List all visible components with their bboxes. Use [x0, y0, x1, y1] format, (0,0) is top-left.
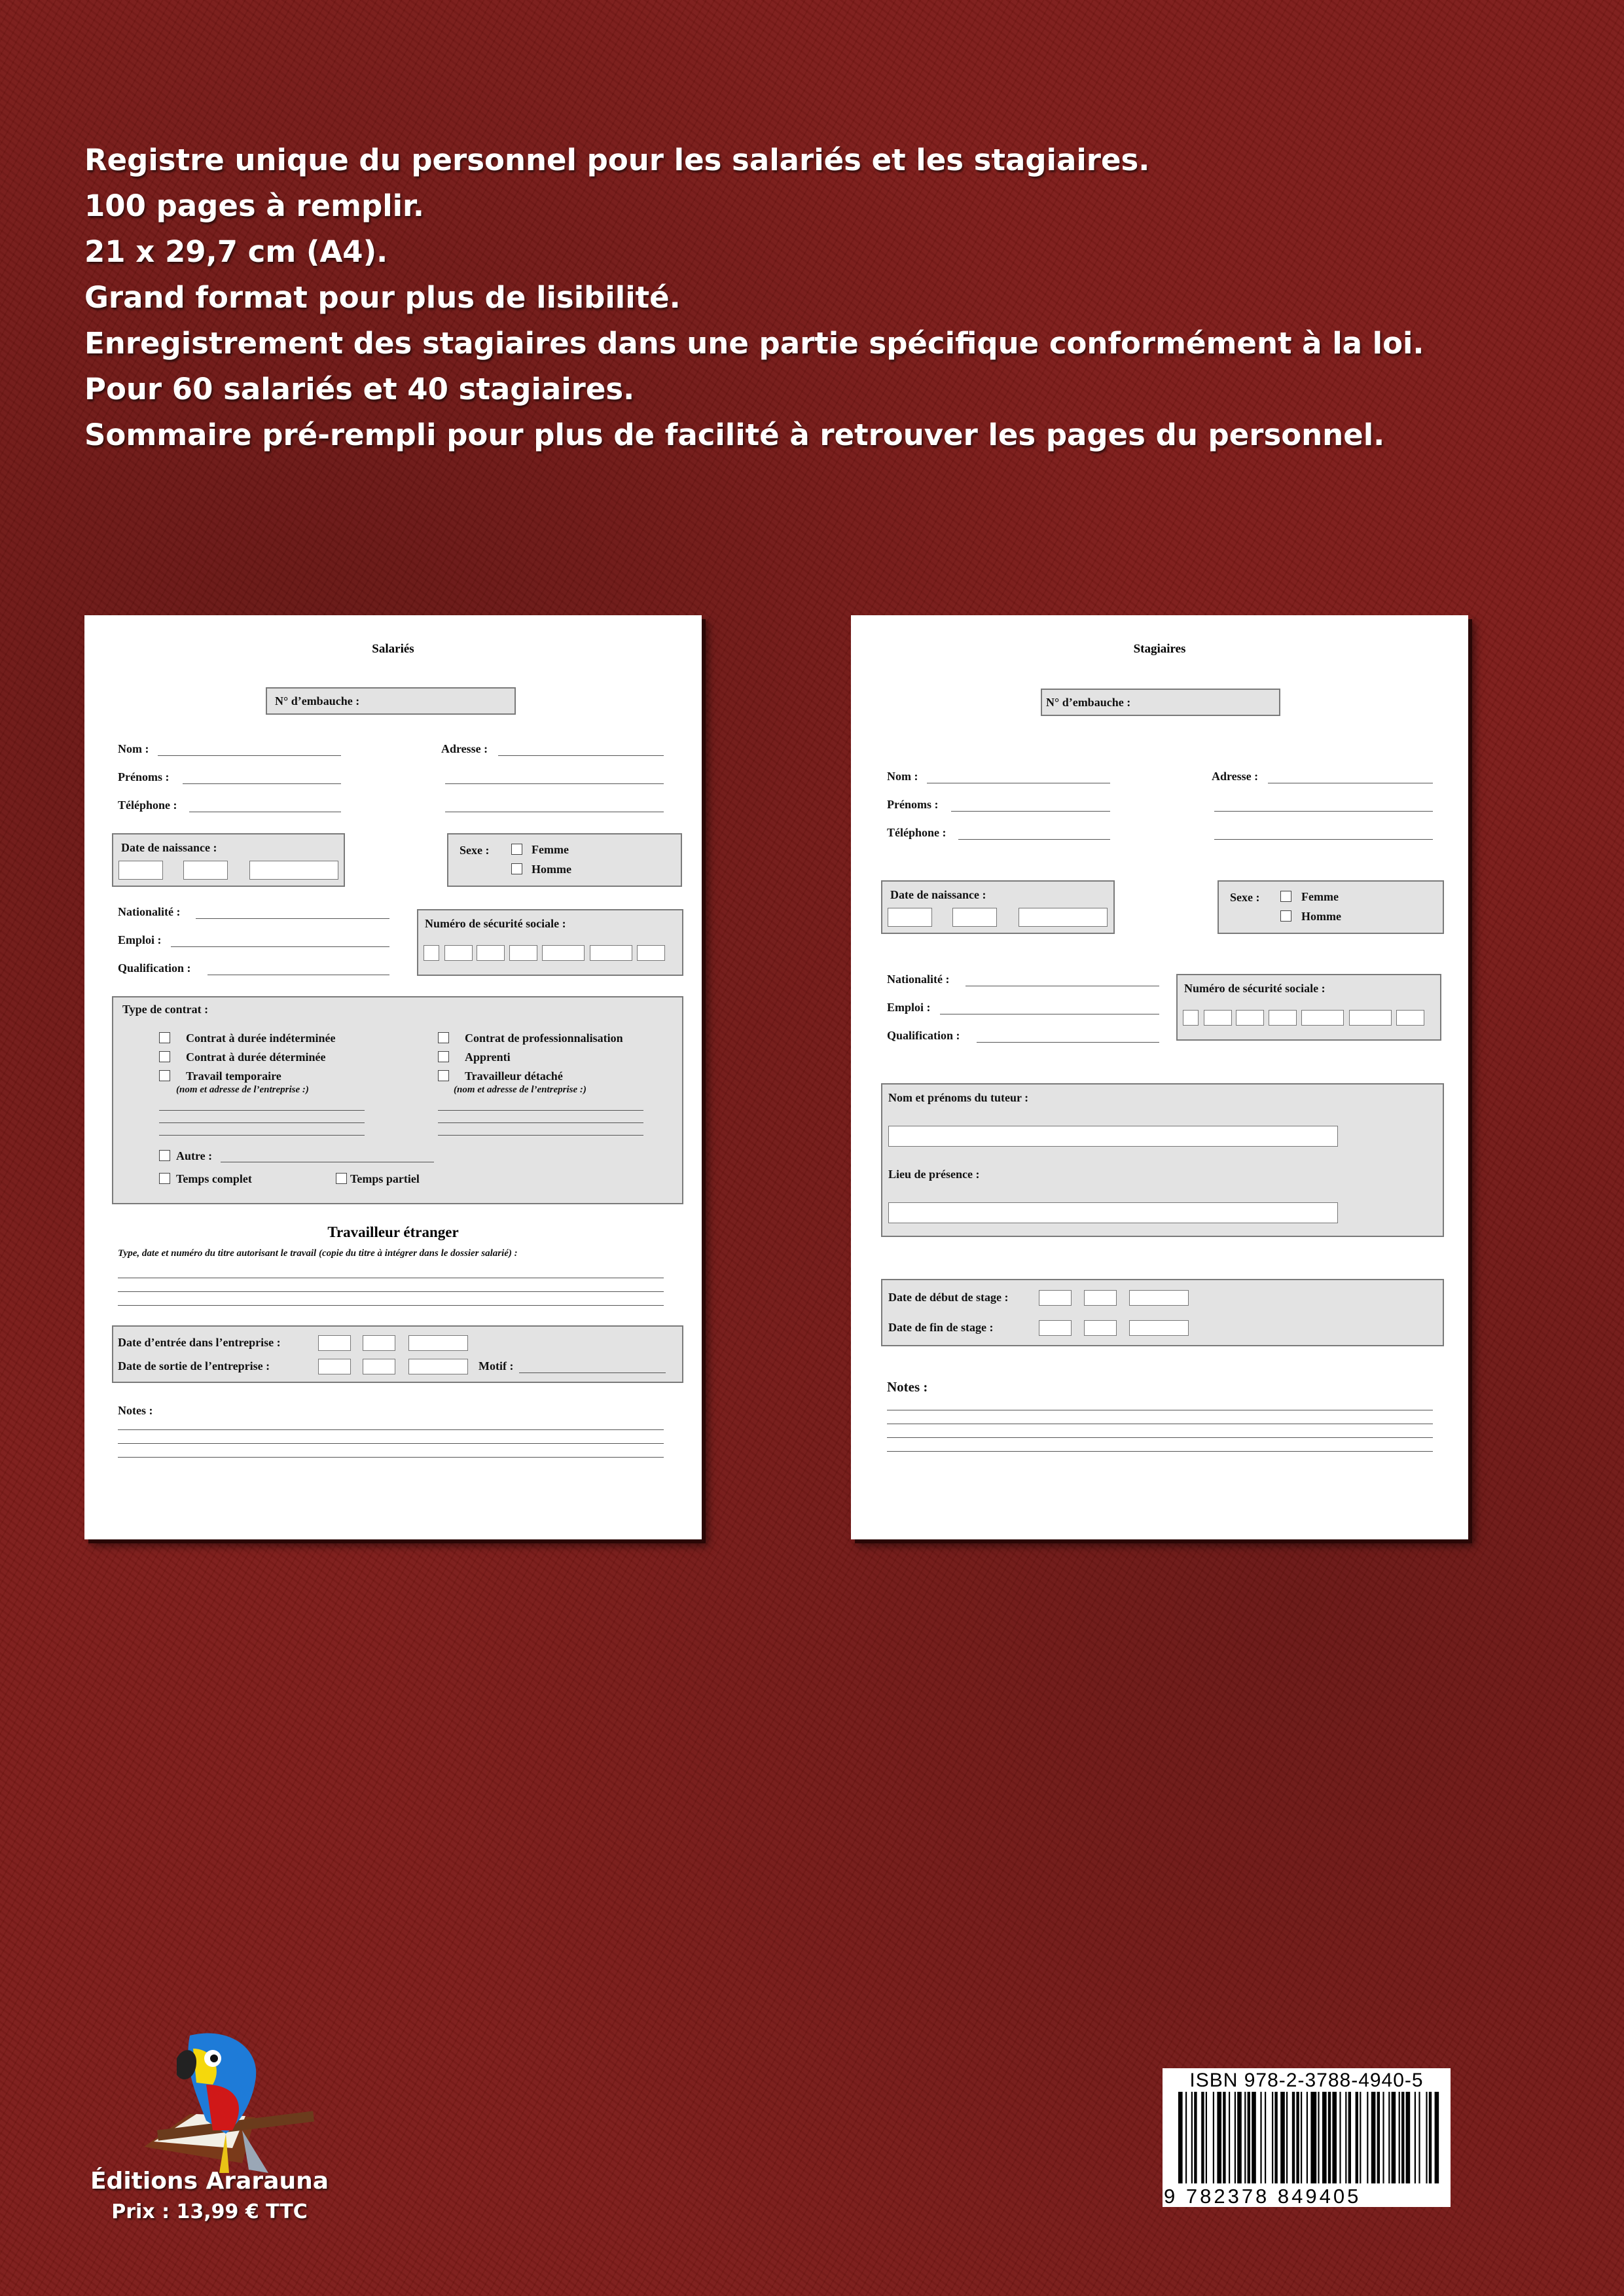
form-title: Stagiaires [1133, 642, 1186, 656]
barcode-bar [1345, 2092, 1346, 2183]
barcode-bar [1307, 2092, 1308, 2183]
secu-field[interactable] [424, 945, 439, 961]
emploi-line [171, 946, 389, 947]
barcode-bar [1201, 2092, 1204, 2183]
secu-field[interactable] [590, 945, 632, 961]
year-field[interactable] [1019, 908, 1108, 927]
secu-field[interactable] [1204, 1010, 1232, 1026]
femme-label: Femme [532, 843, 569, 856]
secu-box [417, 909, 683, 976]
barcode-bar [1191, 2092, 1193, 2183]
debut-year-field[interactable] [1129, 1290, 1189, 1306]
entreprise-line [438, 1135, 643, 1136]
nationalite-label: Nationalité : [118, 905, 181, 918]
fin-year-field[interactable] [1129, 1320, 1189, 1336]
entreprise-line [159, 1122, 365, 1123]
barcode-bar [1235, 2092, 1236, 2183]
barcode-bar [1322, 2092, 1327, 2183]
blurb-line: Registre unique du personnel pour les salariés et les stagiaires. [84, 143, 1150, 177]
debut-day-field[interactable] [1039, 1290, 1072, 1306]
blurb-line: 21 x 29,7 cm (A4). [84, 234, 388, 269]
prenoms-line [183, 783, 341, 784]
price-label: Prix : 13,99 € TTC [111, 2200, 308, 2223]
etranger-line [118, 1291, 664, 1292]
secu-field[interactable] [1349, 1010, 1392, 1026]
sortie-day-field[interactable] [318, 1359, 351, 1374]
femme-checkbox[interactable] [511, 844, 522, 855]
type-contrat-label: Type de contrat : [122, 1003, 209, 1016]
entreprise-line [438, 1122, 643, 1123]
sortie-month-field[interactable] [363, 1359, 395, 1374]
sexe-label: Sexe : [460, 844, 490, 857]
tuteur-box [881, 1083, 1444, 1237]
lieu-field[interactable] [888, 1202, 1338, 1223]
adresse-line [1214, 811, 1433, 812]
temps-partiel-checkbox[interactable] [336, 1173, 347, 1184]
qualification-label: Qualification : [118, 961, 191, 975]
barcode-bar [1223, 2092, 1225, 2183]
tuteur-label: Nom et prénoms du tuteur : [888, 1091, 1029, 1104]
adresse-line [1214, 839, 1433, 840]
barcode-bar [1252, 2092, 1256, 2183]
telephone-line [958, 839, 1110, 840]
tuteur-field[interactable] [888, 1126, 1338, 1147]
barcode-bar [1280, 2092, 1285, 2183]
barcode-bar [1244, 2092, 1246, 2183]
embauche-box [266, 687, 516, 715]
notes-line [118, 1457, 664, 1458]
telephone-label: Téléphone : [887, 826, 947, 839]
sexe-label: Sexe : [1230, 891, 1260, 904]
blurb-line: Pour 60 salariés et 40 stagiaires. [84, 372, 635, 406]
back-cover-blurb [84, 137, 1577, 458]
secu-field[interactable] [477, 945, 505, 961]
entreprise-line [159, 1135, 365, 1136]
form-title: Salariés [372, 642, 414, 656]
nom-label: Nom : [887, 770, 918, 783]
temps-partiel-label: Temps partiel [350, 1172, 420, 1185]
secu-field[interactable] [1301, 1010, 1344, 1026]
barcode-bar [1339, 2092, 1341, 2183]
secu-label: Numéro de sécurité sociale : [1184, 982, 1326, 995]
temporaire-checkbox[interactable] [159, 1070, 170, 1081]
barcode-bar [1426, 2092, 1427, 2183]
embauche-box [1041, 689, 1280, 716]
notes-line [887, 1437, 1433, 1438]
barcode-bar [1185, 2092, 1187, 2183]
secu-field[interactable] [444, 945, 473, 961]
barcode-bar [1367, 2092, 1368, 2183]
barcode-bar [1272, 2092, 1273, 2183]
barcode-bar [1237, 2092, 1242, 2183]
pro-checkbox[interactable] [438, 1032, 449, 1043]
barcode-bar [1392, 2092, 1396, 2183]
emploi-label: Emploi : [118, 933, 162, 946]
cdd-checkbox[interactable] [159, 1051, 170, 1062]
secu-label: Numéro de sécurité sociale : [425, 917, 566, 930]
barcode-bar [1318, 2092, 1319, 2183]
isbn-barcode [1163, 2068, 1451, 2207]
type-contrat-box [112, 996, 683, 1204]
temps-complet-checkbox[interactable] [159, 1173, 170, 1184]
ean-digits: 9 782378 849405 [1164, 2185, 1362, 2208]
etranger-heading: Travailleur étranger [327, 1224, 459, 1240]
notes-label: Notes : [118, 1404, 153, 1417]
debut-month-field[interactable] [1084, 1290, 1117, 1306]
temps-complet-label: Temps complet [176, 1172, 252, 1185]
entree-label: Date d’entrée dans l’entreprise : [118, 1336, 281, 1349]
temporaire-label: Travail temporaire [186, 1069, 281, 1083]
adresse-line [445, 783, 664, 784]
day-field[interactable] [118, 861, 163, 880]
salaries-form-preview [84, 615, 702, 1539]
lieu-label: Lieu de présence : [888, 1168, 980, 1181]
motif-label: Motif : [478, 1359, 514, 1372]
detache-label: Travailleur détaché [465, 1069, 563, 1083]
femme-checkbox[interactable] [1280, 891, 1291, 902]
etranger-description: Type, date et numéro du titre autorisant le travail (copie du titre à intégrer dans le dossier salarié) : [118, 1248, 518, 1259]
barcode-bar [1388, 2092, 1390, 2183]
barcode-bar [1217, 2092, 1221, 2183]
secu-field[interactable] [1269, 1010, 1297, 1026]
day-field[interactable] [888, 908, 932, 927]
naissance-box [112, 833, 345, 887]
naissance-label: Date de naissance : [890, 888, 986, 901]
notes-label: Notes : [887, 1379, 928, 1395]
barcode-bar [1328, 2092, 1331, 2183]
fin-month-field[interactable] [1084, 1320, 1117, 1336]
secu-field[interactable] [509, 945, 537, 961]
cdi-checkbox[interactable] [159, 1032, 170, 1043]
blurb-line: Grand format pour plus de lisibilité. [84, 280, 681, 315]
cdi-label: Contrat à durée indéterminée [186, 1031, 336, 1045]
stage-dates-box [881, 1279, 1444, 1346]
barcode-bar [1377, 2092, 1380, 2183]
barcode-bar [1415, 2092, 1416, 2183]
fin-label: Date de fin de stage : [888, 1321, 994, 1334]
adresse-label: Adresse : [441, 742, 488, 755]
sexe-box [1218, 880, 1444, 934]
month-field[interactable] [952, 908, 997, 927]
apprenti-checkbox[interactable] [438, 1051, 449, 1062]
notes-line [887, 1451, 1433, 1452]
sexe-box [447, 833, 682, 887]
nom-line [158, 755, 341, 756]
blurb-line: Enregistrement des stagiaires dans une partie spécifique conformément à la loi. [84, 326, 1424, 361]
qualification-line [977, 1042, 1159, 1043]
entree-year-field[interactable] [408, 1335, 468, 1351]
barcode-bar [1332, 2092, 1337, 2183]
autre-checkbox[interactable] [159, 1150, 170, 1161]
barcode-bar [1406, 2092, 1411, 2183]
barcode-bar [1248, 2092, 1250, 2183]
entree-day-field[interactable] [318, 1335, 351, 1351]
nom-adresse-hint: (nom et adresse de l’entreprise :) [176, 1085, 309, 1095]
femme-label: Femme [1301, 890, 1339, 903]
barcode-bar [1206, 2092, 1207, 2183]
embauche-label: N° d’embauche : [1046, 696, 1131, 709]
barcode-bar [1371, 2092, 1376, 2183]
barcode-bar [1292, 2092, 1295, 2183]
debut-label: Date de début de stage : [888, 1291, 1009, 1304]
notes-line [118, 1429, 664, 1430]
secu-field[interactable] [1396, 1010, 1424, 1026]
adresse-line [498, 755, 664, 756]
motif-line [519, 1372, 666, 1373]
secu-field[interactable] [542, 945, 585, 961]
nom-label: Nom : [118, 742, 149, 755]
blurb-line: 100 pages à remplir. [84, 188, 424, 223]
autre-label: Autre : [176, 1149, 213, 1162]
barcode-bar [1382, 2092, 1384, 2183]
sortie-year-field[interactable] [408, 1359, 468, 1374]
embauche-label: N° d’embauche : [275, 694, 360, 708]
blurb-line: Sommaire pré-rempli pour plus de facilité à retrouver les pages du personnel. [84, 418, 1385, 452]
barcode-bar [1286, 2092, 1288, 2183]
homme-label: Homme [1301, 910, 1341, 923]
barcode-bar [1418, 2092, 1420, 2183]
entreprise-line [159, 1110, 365, 1111]
dates-box [112, 1325, 683, 1383]
homme-checkbox[interactable] [511, 863, 522, 874]
detache-checkbox[interactable] [438, 1070, 449, 1081]
adresse-label: Adresse : [1212, 770, 1259, 783]
barcode-bar [1356, 2092, 1358, 2183]
prenoms-line [951, 811, 1110, 812]
barcode-bar [1260, 2092, 1261, 2183]
cdd-label: Contrat à durée déterminée [186, 1050, 326, 1064]
barcode-bar [1435, 2092, 1439, 2183]
isbn-label: ISBN 978-2-3788-4940-5 [1189, 2070, 1424, 2091]
prenoms-label: Prénoms : [118, 770, 170, 783]
barcode-bar [1194, 2092, 1197, 2183]
homme-checkbox[interactable] [1280, 910, 1291, 922]
etranger-line [118, 1305, 664, 1306]
emploi-label: Emploi : [887, 1001, 931, 1014]
secu-field[interactable] [637, 945, 665, 961]
barcode-bar [1310, 2092, 1316, 2183]
barcode-bar [1301, 2092, 1302, 2183]
barcode-bar [1213, 2092, 1214, 2183]
barcode-bar [1265, 2092, 1266, 2183]
prenoms-label: Prénoms : [887, 798, 939, 811]
year-field[interactable] [249, 861, 338, 880]
barcode-bar [1401, 2092, 1404, 2183]
barcode-bar [1178, 2092, 1183, 2183]
nationalite-label: Nationalité : [887, 973, 950, 986]
entree-month-field[interactable] [363, 1335, 395, 1351]
stagiaires-form-preview [851, 615, 1468, 1539]
apprenti-label: Apprenti [465, 1050, 511, 1064]
pro-label: Contrat de professionnalisation [465, 1031, 623, 1045]
month-field[interactable] [183, 861, 228, 880]
qualification-label: Qualification : [887, 1029, 960, 1042]
sortie-label: Date de sortie de l’entreprise : [118, 1359, 270, 1372]
secu-field[interactable] [1236, 1010, 1264, 1026]
naissance-label: Date de naissance : [121, 841, 217, 854]
nationalite-line [196, 918, 389, 919]
entreprise-line [438, 1110, 643, 1111]
nom-adresse-hint: (nom et adresse de l’entreprise :) [454, 1085, 586, 1095]
notes-line [118, 1443, 664, 1444]
telephone-label: Téléphone : [118, 798, 177, 812]
barcode-bar [1274, 2092, 1277, 2183]
naissance-box [881, 880, 1115, 934]
barcode-bar [1296, 2092, 1299, 2183]
homme-label: Homme [532, 863, 571, 876]
barcode-bar [1399, 2092, 1400, 2183]
fin-day-field[interactable] [1039, 1320, 1072, 1336]
publisher-name: Éditions Ararauna [90, 2168, 329, 2195]
barcode-bar [1229, 2092, 1230, 2183]
secu-box [1176, 974, 1441, 1041]
secu-field[interactable] [1183, 1010, 1199, 1026]
barcode-bar [1429, 2092, 1432, 2183]
barcode-bar [1348, 2092, 1351, 2183]
barcode-bar [1360, 2092, 1361, 2183]
